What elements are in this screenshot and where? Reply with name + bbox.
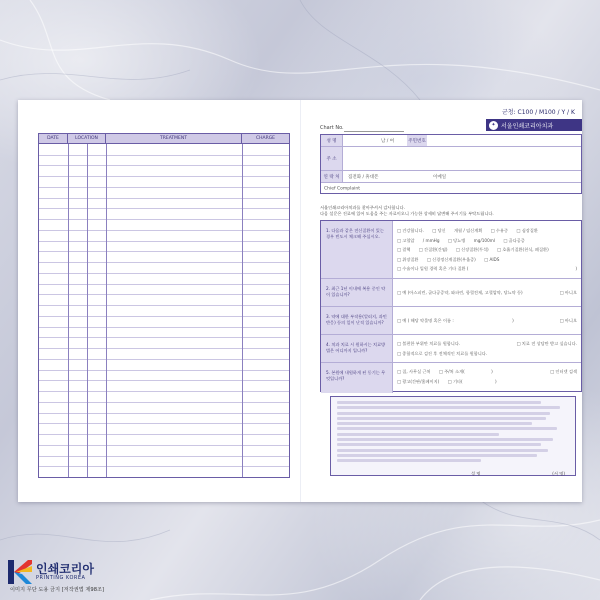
table-column-divider xyxy=(87,144,88,477)
survey-question-2 xyxy=(321,279,581,307)
consent-text-line xyxy=(337,449,548,452)
table-row xyxy=(39,359,289,360)
option-healthy[interactable]: □ 건강합니다. xyxy=(397,228,424,233)
column-header-date: DATE xyxy=(39,134,68,143)
consent-text-line xyxy=(337,406,560,409)
table-row xyxy=(39,316,289,317)
table-row xyxy=(39,348,289,349)
option-gastric[interactable]: □ 위장질환 xyxy=(397,256,419,262)
consent-text-line xyxy=(337,438,553,441)
consent-text-line xyxy=(337,401,541,404)
survey-intro xyxy=(320,205,582,217)
table-row xyxy=(39,208,289,209)
consent-text-line xyxy=(337,459,481,462)
patient-info-box xyxy=(320,134,582,194)
table-row xyxy=(39,434,289,435)
table-row xyxy=(39,294,289,295)
table-row xyxy=(39,241,289,242)
option-tuberculosis[interactable]: □ 결핵 xyxy=(397,247,411,252)
brand-english: PRINTING KOREA xyxy=(36,575,86,581)
treatment-charge-table xyxy=(38,133,290,478)
consent-text-line xyxy=(337,417,546,420)
table-row xyxy=(39,466,289,467)
option-osteoporosis[interactable]: □ 골다공증 xyxy=(503,237,525,243)
option-referral[interactable]: □ 주/처 소개( xyxy=(438,369,465,374)
tooth-logo-icon: ✦ xyxy=(489,121,498,130)
copyright-warning: 이미지 무단 도용 금지 [저작권법 제98조] xyxy=(10,587,105,593)
option-hypertension[interactable]: □ 고혈압 xyxy=(397,237,415,243)
intro-line: 서울인쇄코리아치과를 찾아주셔서 감사합니다. xyxy=(320,205,405,210)
brand-name: 인쇄코리아 xyxy=(36,562,94,576)
option-other-close: ) xyxy=(495,378,497,384)
table-body xyxy=(39,144,289,477)
survey-question-4 xyxy=(321,335,581,363)
option-neuro[interactable]: □ 신경정신계질환(우울증) xyxy=(426,256,476,262)
table-row xyxy=(39,273,289,274)
option-respiratory[interactable]: □ 호흡기질환(천식, 폐질환) xyxy=(497,247,549,252)
consent-text-line xyxy=(337,433,499,436)
survey-question-3 xyxy=(321,307,581,335)
option-advert[interactable]: □ 광고(간판/홈페이지) xyxy=(397,378,440,384)
option-yes[interactable]: □ 예 (아스피린, 골다공증약, 와파린, 항혈전제, 고혈압약, 당뇨약 등) xyxy=(397,290,523,295)
table-row xyxy=(39,305,289,306)
table-row xyxy=(39,402,289,403)
option-liver[interactable]: □ 간질환(간염) xyxy=(418,247,448,252)
survey-question-5 xyxy=(321,363,581,393)
consent-text-line xyxy=(337,443,541,446)
option-consult[interactable]: □ 치료 전 상담만 받고 싶습니다. xyxy=(516,341,577,346)
printing-korea-logo-icon xyxy=(8,560,32,584)
rrn-label: 주민번호 xyxy=(407,135,427,146)
table-row xyxy=(39,165,289,166)
privacy-consent-box xyxy=(330,396,576,476)
table-row xyxy=(39,155,289,156)
consent-text-lines xyxy=(337,401,569,465)
option-bp-unit: / mmHg xyxy=(422,237,440,243)
address-row xyxy=(321,147,581,171)
patient-name-row xyxy=(321,135,581,147)
column-header-charge: CHARGE xyxy=(255,136,276,141)
question-options xyxy=(397,316,577,326)
table-column-divider xyxy=(242,144,243,477)
option-close: ) xyxy=(512,318,514,323)
table-row xyxy=(39,370,289,371)
signature-label: 성 명 xyxy=(471,471,481,476)
address-label: 주 소 xyxy=(321,147,343,170)
option-surgery[interactable]: □ 수술이나 입원 경력 혹은 기타 질환 ( xyxy=(397,266,469,271)
phone-row xyxy=(321,171,581,183)
option-internet[interactable]: □ 인터넷 검색 xyxy=(550,369,577,374)
survey-question-1 xyxy=(321,221,581,279)
table-row xyxy=(39,198,289,199)
question-label: 3. 약에 대한 부작용(알러지, 과민반응) 등의 일이 난적 있습니까? xyxy=(321,307,393,334)
dental-chart-sheet xyxy=(18,100,582,502)
brand-watermark xyxy=(8,560,178,594)
option-glucose-unit: mg/100ml xyxy=(473,237,496,243)
clinic-name: 서울인쇄코리아치과 xyxy=(501,122,554,130)
option-diabetes[interactable]: □ 당뇨병 xyxy=(447,237,466,243)
color-spec-note: 군청: C100 / M100 / Y / K xyxy=(502,109,575,116)
phone-label: 연 락 처 xyxy=(321,171,343,182)
table-row xyxy=(39,423,289,424)
table-row xyxy=(39,230,289,231)
option-aids[interactable]: □ AIDS xyxy=(484,256,500,262)
question-label: 2. 최근 1년 이내에 복용 중인 약이 있습니까? xyxy=(321,279,393,306)
home-mobile-label: 집전화 / 휴대폰 xyxy=(348,174,379,180)
consent-text-line xyxy=(337,422,532,425)
question-label: 1. 다음과 같은 전신질환이 있는 경우 빈도시 체크해 주십시오. xyxy=(321,221,393,278)
option-no[interactable]: □ 아니오 xyxy=(559,318,577,323)
name-label: 성 명 xyxy=(321,135,343,146)
option-surgery-close: ) xyxy=(575,266,577,271)
option-partial[interactable]: □ 불편한 부위만 치료를 원합니다. xyxy=(397,341,461,346)
question-label: 4. 치과 치료 시 원하시는 치료방법은 어디까지 입니까? xyxy=(321,335,393,362)
consent-text-line xyxy=(337,412,550,415)
option-nursing[interactable]: □ 수유중 xyxy=(490,228,509,233)
table-column-divider xyxy=(106,144,107,477)
option-kidney[interactable]: □ 신장질환(투석) xyxy=(455,247,489,252)
complaint-row xyxy=(321,183,581,195)
option-no[interactable]: □ 아니오 xyxy=(559,290,577,295)
center-fold xyxy=(300,100,301,502)
table-row xyxy=(39,284,289,285)
column-header-location: LOCATION xyxy=(68,134,106,143)
option-referral-close: ) xyxy=(491,369,493,374)
table-row xyxy=(39,456,289,457)
question-options xyxy=(397,288,577,298)
table-row xyxy=(39,380,289,381)
question-options xyxy=(397,339,577,358)
chart-no-label: Chart No. xyxy=(320,125,344,131)
option-heart[interactable]: □ 심장질환 xyxy=(516,228,538,233)
table-row xyxy=(39,187,289,188)
option-pregnancy-months: 개월 / 임신계획 xyxy=(453,228,483,233)
chart-no-field[interactable] xyxy=(344,131,404,132)
option-yes[interactable]: □ 예 ( 해당 약물명 혹은 이름 : xyxy=(397,318,454,323)
table-row xyxy=(39,251,289,252)
signature-field[interactable]: (서 명) xyxy=(552,471,565,476)
table-row xyxy=(39,176,289,177)
table-row xyxy=(39,327,289,328)
column-header-treatment: TREATMENT xyxy=(106,134,242,143)
table-row xyxy=(39,262,289,263)
sex-label: 남 / 여 xyxy=(381,138,395,144)
table-column-divider xyxy=(68,144,69,477)
medical-survey xyxy=(320,220,582,392)
question-options xyxy=(397,367,577,386)
clinic-logo-bar xyxy=(486,119,582,131)
table-row xyxy=(39,219,289,220)
chief-complaint-label: Chief Complaint xyxy=(324,186,361,192)
option-pregnant[interactable]: □ 당신 xyxy=(432,228,446,233)
table-header xyxy=(39,134,289,144)
consent-text-line xyxy=(337,427,557,430)
question-label: 5. 본원에 내원하게 된 동기는 무엇입니까? xyxy=(321,363,393,393)
question-options xyxy=(397,226,577,274)
table-row xyxy=(39,337,289,338)
table-row xyxy=(39,413,289,414)
table-row xyxy=(39,445,289,446)
intro-line: 다음 설문은 진료에 있어 도움을 주는 자료이오니 가능한 상세히 답변해 주시기를 부탁드립니다. xyxy=(320,211,494,216)
table-row xyxy=(39,391,289,392)
option-other[interactable]: □ 기타( xyxy=(447,378,463,384)
consent-text-line xyxy=(337,454,537,457)
email-label: 이메일 xyxy=(433,174,447,180)
option-nearby[interactable]: □ 집, 사무실 근처 xyxy=(397,369,431,374)
option-comprehensive[interactable]: □ 종합적으로 검진 후 전체적인 치료를 원합니다. xyxy=(397,350,488,356)
